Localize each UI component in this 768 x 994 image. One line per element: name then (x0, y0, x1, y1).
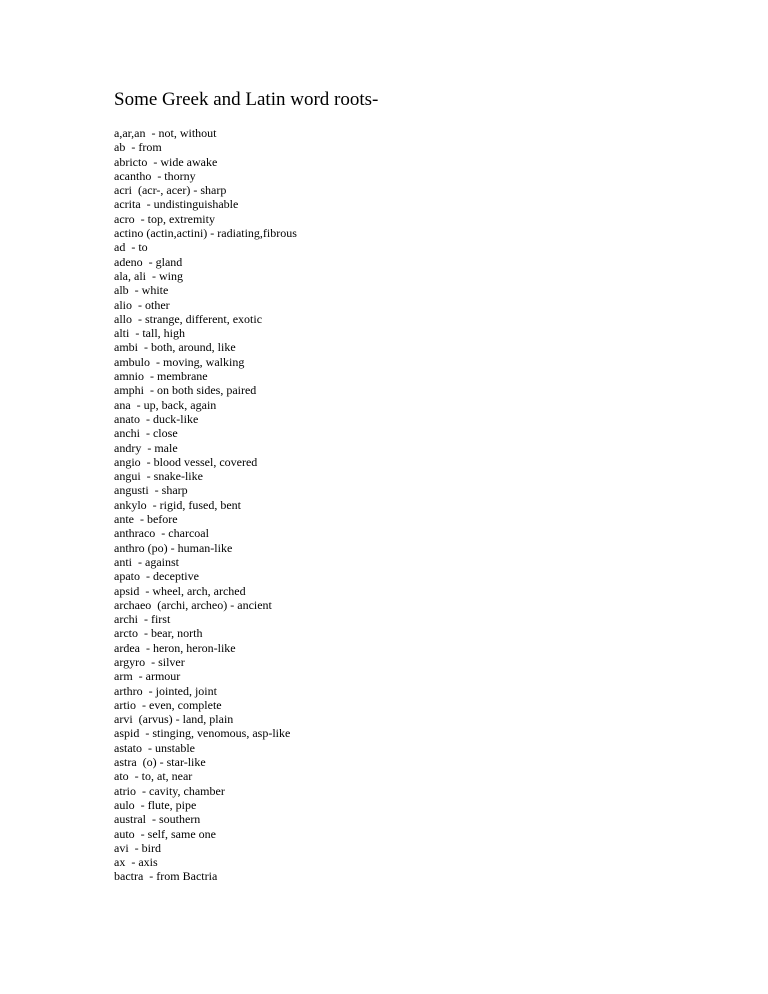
word-root-entry: arm - armour (114, 669, 181, 684)
word-root-entry: amnio - membrane (114, 369, 208, 384)
word-root-entry: ab - from (114, 140, 162, 155)
word-root-entry: aulo - flute, pipe (114, 797, 197, 812)
word-root-entry: astra (o) - star-like (114, 755, 206, 770)
word-root-entry: arthro - jointed, joint (114, 683, 217, 698)
word-root-entry: actino (actin,actini) - radiating,fibrous (114, 226, 297, 241)
word-root-entry: archi - first (114, 612, 171, 627)
word-root-entry: argyro - silver (114, 654, 185, 669)
word-root-entry: alti - tall, high (114, 326, 185, 341)
word-root-entry: adeno - gland (114, 254, 183, 269)
word-root-entry: ardea - heron, heron-like (114, 640, 236, 655)
word-root-entry: ana - up, back, again (114, 397, 217, 412)
word-root-entry: alb - white (114, 283, 169, 298)
word-root-entry: astato - unstable (114, 740, 195, 755)
word-root-entry: anti - against (114, 554, 179, 569)
word-root-entry: ambi - both, around, like (114, 340, 236, 355)
word-root-entry: atrio - cavity, chamber (114, 783, 225, 798)
word-root-list (114, 126, 297, 884)
word-root-entry: ala, ali - wing (114, 268, 183, 283)
word-root-entry: andry - male (114, 440, 178, 455)
word-root-entry: apato - deceptive (114, 569, 199, 584)
word-root-entry: ax - axis (114, 855, 158, 870)
word-root-entry: anthro (po) - human-like (114, 540, 233, 555)
word-root-entry: archaeo (archi, archeo) - ancient (114, 597, 272, 612)
word-root-entry: acantho - thorny (114, 168, 196, 183)
word-root-entry: arcto - bear, north (114, 626, 203, 641)
word-root-entry: arvi (arvus) - land, plain (114, 712, 234, 727)
word-root-entry: auto - self, same one (114, 826, 216, 841)
page-title: Some Greek and Latin word roots- (114, 89, 379, 110)
word-root-entry: ankylo - rigid, fused, bent (114, 497, 241, 512)
word-root-entry: alio - other (114, 297, 170, 312)
word-root-entry: anato - duck-like (114, 411, 199, 426)
word-root-entry: ad - to (114, 240, 148, 255)
word-root-entry: ambulo - moving, walking (114, 354, 245, 369)
word-root-entry: angui - snake-like (114, 469, 203, 484)
word-root-entry: ante - before (114, 512, 178, 527)
word-root-entry: avi - bird (114, 840, 161, 855)
word-root-entry: apsid - wheel, arch, arched (114, 583, 246, 598)
word-root-entry: allo - strange, different, exotic (114, 311, 263, 326)
word-root-entry: abricto - wide awake (114, 154, 218, 169)
word-root-entry: amphi - on both sides, paired (114, 383, 257, 398)
word-root-entry: bactra - from Bactria (114, 869, 218, 884)
word-root-entry: artio - even, complete (114, 697, 222, 712)
word-root-entry: anchi - close (114, 426, 178, 441)
word-root-entry: acrita - undistinguishable (114, 197, 239, 212)
word-root-entry: a,ar,an - not, without (114, 126, 217, 140)
word-root-entry: acro - top, extremity (114, 211, 215, 226)
word-root-entry: acri (acr-, acer) - sharp (114, 183, 227, 198)
word-root-entry: ato - to, at, near (114, 769, 193, 784)
word-root-entry: angusti - sharp (114, 483, 188, 498)
word-root-entry: aspid - stinging, venomous, asp-like (114, 726, 291, 741)
word-root-entry: austral - southern (114, 812, 201, 827)
word-root-entry: angio - blood vessel, covered (114, 454, 258, 469)
word-root-entry: anthraco - charcoal (114, 526, 209, 541)
